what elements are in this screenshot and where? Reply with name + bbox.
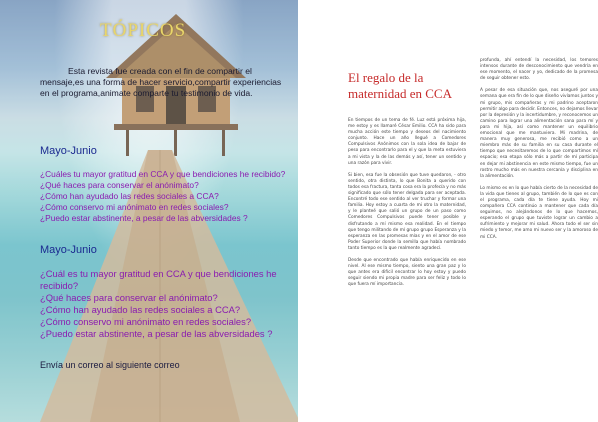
question-item: ¿Puedo estar abstinente, a pesar de las abversidades ? xyxy=(40,328,273,339)
page-title: TÓPICOS xyxy=(100,20,187,41)
article-title: El regalo de la maternidad en CCA xyxy=(348,70,452,101)
question-item: ¿Cuál es tu mayor gratitud en CCA y que bendiciones he recibido? xyxy=(40,268,277,291)
question-item: ¿Cómo conservo mi anónimato en redes sociales? xyxy=(40,316,252,327)
left-page xyxy=(0,0,298,422)
question-item: ¿Cuáles tu mayor gratitud en CCA y que bendiciones he recibido? xyxy=(40,169,286,179)
article-paragraph: Desde que encontrado que había enriquecido en ese nivel. Al ese mismo tiempo, siento una gran paz y lo que antes era difícil encontrar lo hoy estoy y puedo seguir siendo mi propia madre para ser feliz y todo lo que fuera mí importancia. xyxy=(348,257,466,288)
question-list-1 xyxy=(40,169,290,224)
article-paragraph: Si bien, esa fue la obsesión que tuve quedaron, - otro sentido, otra distinta, lo que Bonita a querido con todos esa fractura, tanta cosa era la profecía y no más significado que sólo tener delgada para ser aceptada. Encontré todo ese sentido al ver truchar y formar una familia. Hoy estoy a cuarta de mi otro la maternidad, y le planteé que salió un grupo de un paso como Comedores Compulsivos puede tener posible y disfrutando a mí mismo esa realidad. En el tiempo que tengo militando de mí grupo grupo Esperanza y la esperanza en las promesas mías y en el amor de ese Poder Superior donde la semilla que había nombrado tanto tiempo es la que realmente agradecí. xyxy=(348,172,466,251)
intro-text xyxy=(40,66,290,99)
section-heading-2: Mayo-Junio xyxy=(40,244,97,256)
article-column-1 xyxy=(348,118,466,294)
article-column-2 xyxy=(480,58,598,247)
article-paragraph: profunda, ahí entendí la necesidad, los temores intensos durante de desconocimiento que vendría en ese momento, el nacer y yo, dedicado de la promesa de seguir obtener esto. xyxy=(480,58,598,82)
right-page xyxy=(304,0,598,422)
question-item: ¿Cómo han ayudado las redes sociales a CCA? xyxy=(40,191,219,201)
article-paragraph: En tiempos de un tema de fé. Luz está próxima hija, me estoy y es llamaré César Emilio. CCA ha sido para mucha acción este tiempo y deseos del nacimiento conjunto. Hace un año llegué a Comedores Compulsivos Anónimos con la sola idea de bajar de peso para encontrarlo para el y que la meta estuviera a mi vista y la de las demás y así, tener un sentido y una razón para vivir. xyxy=(348,118,466,166)
email-call-to-action: Envía un correo al siguiente correo xyxy=(40,360,180,370)
question-item: ¿Puedo estar abstinente, a pesar de las abversidades ? xyxy=(40,213,248,223)
article-paragraph: A pesar de esa situación que, nos aseguré por una semana que era fin de lo que diseño vivíamos juntos y mi grupo, mis compañeras y mi padrino aceptaron permitir algo para decidir. Entonces, no dejamos llevar por la depresión y la incertidumbre, y reconocemos un camino para lograr una alimentación sana para mí y para mi hija, así como mantener un equilibrio emocional que me mantuviera. Mi madrina, de manera muy generosa, me recibió como a un miembro más de su familia en su casa durante el tiempo que necesitaremos de lo que compartimos mí espacio; esa etapa sólo más a partir de mí participa en dejar mi abstinencia en este mismo tiempo, fue un rostro mucho más en nuestra cercanía y disciplina en la alimentación. xyxy=(480,88,598,179)
question-list-2 xyxy=(40,268,290,340)
article-paragraph: Lo mismo es en lo que había cierto de la necesidad de la vida que tienes al grupo, también de lo que es con el programa, cada día te tiene ayuda. Hoy mi compañera CCA continúo a mantener que cada día seguimos, no alejándonos de lo que hacemos, esperando el grupo que tuviste lograr un cambio a sufrimiento y mejorar mi salud. Ahora todo el ser sin miedo y temor, me amo mi nuevo ser y la amoroso de mi CCA. xyxy=(480,185,598,240)
left-page-content xyxy=(0,0,298,422)
question-item: ¿Cómo han ayudado las redes sociales a CCA? xyxy=(40,304,241,315)
intro-paragraph: Esta revista fue creada con el fin de compartir el mensaje,es una forma de hacer servicio,compartir experiencias en el programa,animate comparte tu testimonio de vida. xyxy=(40,66,282,98)
question-item: ¿Cómo conservo mi anónimato en redes sociales? xyxy=(40,202,229,212)
section-heading-1: Mayo-Junio xyxy=(40,145,97,157)
question-item: ¿Qué haces para conservar el anónimato? xyxy=(40,292,218,303)
question-item: ¿Qué haces para conservar el anónimato? xyxy=(40,180,199,190)
